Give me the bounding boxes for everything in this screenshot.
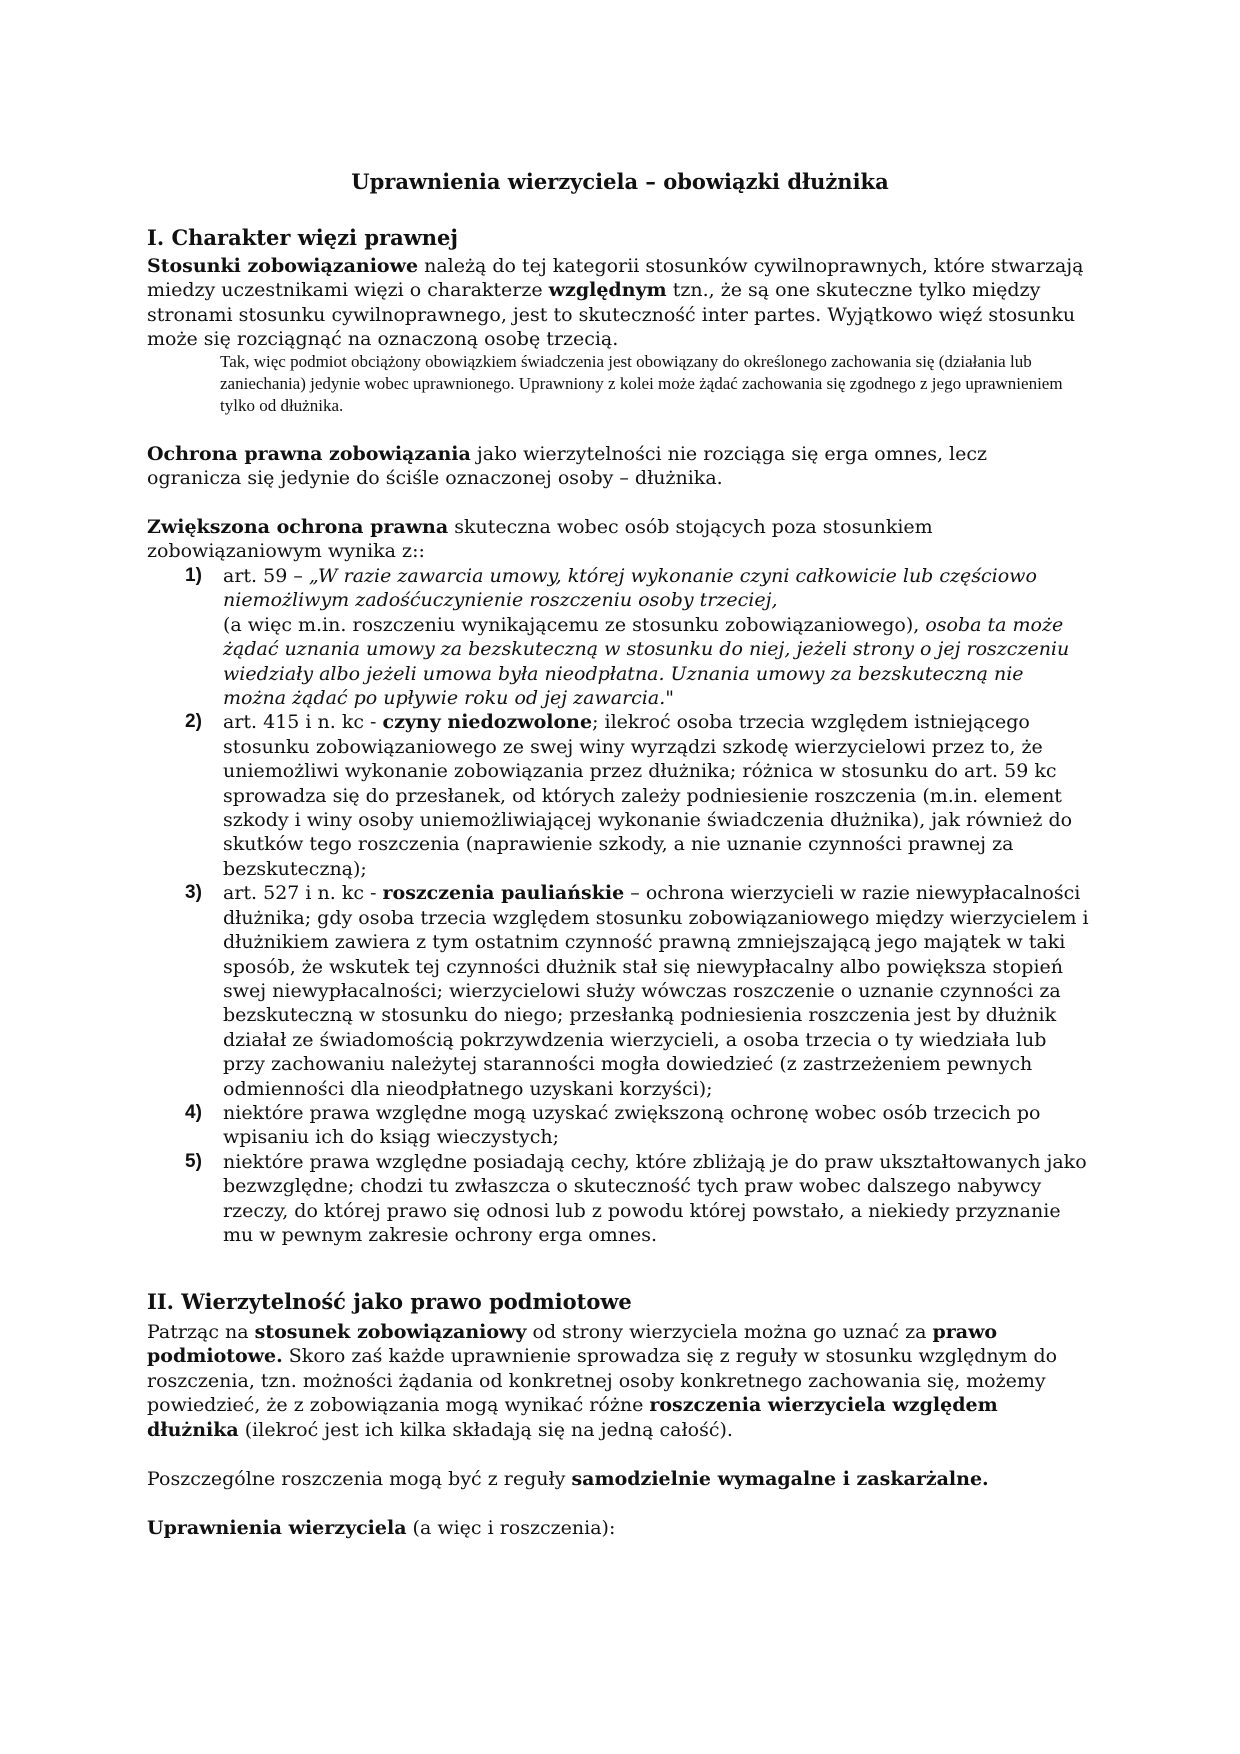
- bold-term: Zwiększona ochrona prawna: [147, 516, 449, 538]
- list-number: 1): [185, 565, 202, 586]
- paragraph-patrzac: Patrząc na stosunek zobowiązaniowy od strony wierzyciela można go uznać za prawo podmiotowe. Skoro zaś każde uprawnienie sprowadza się z reguły w stosunku względnym do roszczenia, tzn. możności żądania od konkretnej osoby konkretnego zachowania się, możemy powiedzieć, że z zobowiązania mogą wynikać różne roszczenia wierzyciela względem dłużnika (ilekroć jest ich kilka składają się na jedną całość).: [147, 1321, 1058, 1441]
- list-number: 2): [185, 711, 202, 733]
- bold-term: stosunek zobowiązaniowy: [254, 1321, 527, 1343]
- bold-term: roszczenia wierzyciela względem dłużnika: [147, 1394, 998, 1441]
- list-item: 4) niektóre prawa względne mogą uzyskać zwiększoną ochronę wobec osób trzecich po wpisaniu ich do ksiąg wieczystych;: [185, 1101, 1041, 1149]
- list-item: 2) art. 415 i n. kc - czyny niedozwolone; ilekroć osoba trzecia względem istniejącego stosunku zobowiązaniowego ze swej winy wyrządzi szkodę wierzycielowi przez to, że uniemożliwi wykonanie zobowiązania przez dłużnika; różnica w stosunku do art. 59 kc sprowadza się do przesłanek, od których zależy podniesienie roszczenia (m.in. element szkody i winy osoby uniemożliwiającej wykonanie świadczenia dłużnika), jak również do skutków tego roszczenia (naprawienie szkody, a nie uznanie czynności prawnej za bezskuteczną);: [185, 711, 1073, 880]
- italic-quote: „W razie zawarcia umowy, której wykonanie czyni całkowicie lub częściowo niemożliwym zadośćuczynienie roszczeniu osoby trzeciej,: [223, 565, 1037, 612]
- bold-term: Uprawnienia wierzyciela: [147, 1517, 407, 1539]
- section-heading-2: II. Wierzytelność jako prawo podmiotowe: [147, 1289, 632, 1314]
- list-item: 5) niektóre prawa względne posiadają cechy, które zbliżają je do praw ukształtowanych jako bezwzględne; chodzi tu zwłaszcza o skuteczność tych praw wobec dalszego nabywcy rzeczy, do której prawo się odnosi lub z powodu której powstało, a niekiedy przyznanie mu w pewnym zakresie ochrony erga omnes.: [185, 1150, 1087, 1246]
- paragraph-poszczegolne: Poszczególne roszczenia mogą być z reguły samodzielnie wymagalne i zaskarżalne.: [147, 1468, 989, 1490]
- paragraph-zwiekszona: Zwiększona ochrona prawna skuteczna wobec osób stojących poza stosunkiem zobowiązaniowym wynika z::: [147, 516, 933, 563]
- italic-quote: osoba ta może żądać uznania umowy za bezskuteczną w stosunku do niej, jeżeli strony o jej roszczeniu wiedziały albo jeżeli umowa była nieodpłatna. Uznania umowy za bezskuteczną nie można żądać po upływie roku od jej zawarcia.": [223, 613, 1070, 710]
- list-number: 4): [185, 1101, 202, 1123]
- list-item: 1) art. 59 – „W razie zawarcia umowy, której wykonanie czyni całkowicie lub częściowo niemożliwym zadośćuczynienie roszczeniu osoby trzeciej, (a więc m.in. roszczeniu wynikającemu ze stosunku zobowiązaniowego), osoba ta może żądać uznania umowy za bezskuteczną w stosunku do niej, jeżeli strony o jej roszczeniu wiedziały albo jeżeli umowa była nieodpłatna. Uznania umowy za bezskuteczną nie można żądać po upływie roku od jej zawarcia.": [185, 565, 1070, 710]
- paragraph-ochrona: Ochrona prawna zobowiązania jako wierzytelności nie rozciąga się erga omnes, lecz ogranicza się jedynie do ściśle oznaczonej osoby – dłużnika.: [147, 443, 988, 490]
- indented-note: Tak, więc podmiot obciążony obowiązkiem świadczenia jest obowiązany do określonego zachowania się (działania lub zaniechania) jedynie wobec uprawnionego. Uprawniony z kolei może żądać zachowania się zgodnego z jego uprawnieniem tylko od dłużnika.: [220, 352, 1063, 415]
- paragraph-stosunki: Stosunki zobowiązaniowe należą do tej kategorii stosunków cywilnoprawnych, które stwarzają miedzy uczestnikami więzi o charakterze względnym tzn., że są one skuteczne tylko między stronami stosunku cywilnoprawnego, jest to skuteczność inter partes. Wyjątkowo więź stosunku może się rozciągnąć na oznaczoną osobę trzecią.: [147, 255, 1084, 351]
- bold-term: Stosunki zobowiązaniowe: [147, 255, 419, 277]
- bold-term: samodzielnie wymagalne i zaskarżalne.: [571, 1468, 989, 1490]
- bold-term: względnym: [548, 279, 667, 302]
- list-number: 5): [185, 1150, 202, 1172]
- list-item: 3) art. 527 i n. kc - roszczenia pauliańskie – ochrona wierzycieli w razie niewypłacalności dłużnika; gdy osoba trzecia względem stosunku zobowiązaniowego między wierzycielem i dłużnikiem zawiera z tym ostatnim czynność prawną zmniejszającą jego majątek w taki sposób, że wskutek tej czynności dłużnik stał się niewypłacalny albo powiększa stopień swej niewypłacalności; wierzycielowi służy wówczas roszczenie o uznanie czynności za bezskuteczną w stosunku do niego; przesłanką podniesienia roszczenia jest by dłużnik działał ze świadomością pokrzywdzenia wierzycieli, a osoba trzecia o ty wiedziała lub przy zachowaniu należytej staranności mogła dowiedzieć (z zastrzeżeniem pewnych odmienności dla nieodpłatnego uzyskani korzyści);: [185, 882, 1089, 1100]
- paragraph-uprawnienia: Uprawnienia wierzyciela (a więc i roszczenia):: [147, 1517, 616, 1539]
- section-heading-1: I. Charakter więzi prawnej: [147, 225, 458, 250]
- document-title: Uprawnienia wierzyciela – obowiązki dłużnika: [351, 169, 889, 194]
- bold-term: roszczenia pauliańskie: [382, 882, 625, 905]
- bold-term: czyny niedozwolone: [382, 711, 593, 734]
- bold-term: Ochrona prawna zobowiązania: [147, 443, 471, 465]
- list-number: 3): [185, 882, 202, 904]
- bold-term: prawo podmiotowe.: [147, 1321, 998, 1368]
- numbered-list: [147, 564, 1092, 1247]
